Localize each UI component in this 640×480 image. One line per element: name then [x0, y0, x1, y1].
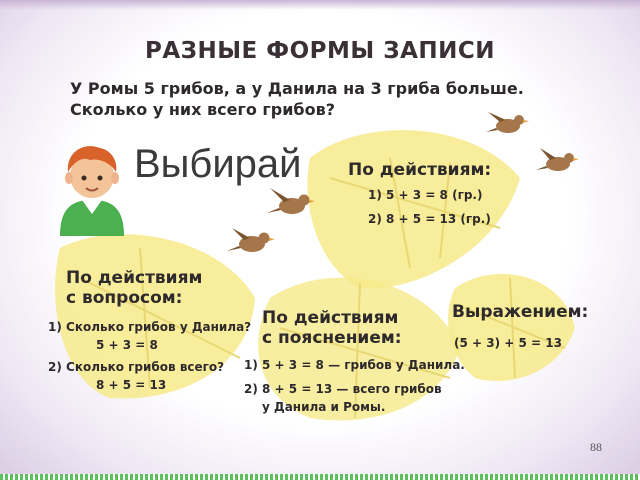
step-expression: 8 + 5 = 13 (гр.): [386, 212, 491, 226]
bottom-border: [0, 474, 640, 480]
boy-illustration: [52, 138, 132, 236]
step-expression: 5 + 3 = 8 — грибов у Данила.: [262, 358, 465, 372]
explanation-step-2: [244, 382, 442, 396]
problem-line-2: Сколько у них всего грибов?: [70, 100, 335, 119]
by-actions-step-2: [368, 212, 491, 226]
by-actions-heading: По действиям:: [348, 160, 492, 180]
expression-heading: Выражением:: [452, 302, 589, 322]
heading-line: с вопросом:: [66, 288, 183, 308]
question-2: 2) Сколько грибов всего?: [48, 360, 225, 374]
bird-icon: [536, 146, 580, 180]
by-actions-step-1: [368, 188, 482, 202]
answer-1: 5 + 3 = 8: [96, 338, 158, 352]
heading-line: По действиям: [262, 308, 399, 328]
step-number: 1): [368, 188, 382, 202]
top-frame: [0, 0, 640, 10]
problem-line-1: У Ромы 5 грибов, а у Данила на 3 гриба больше.: [70, 79, 524, 98]
page-title: РАЗНЫЕ ФОРМЫ ЗАПИСИ: [144, 38, 495, 64]
with-explanation-heading: [262, 308, 402, 348]
bird-icon: [266, 186, 316, 224]
page-number: 88: [590, 440, 602, 454]
expression-value: (5 + 3) + 5 = 13: [454, 336, 562, 350]
step-expression: 5 + 3 = 8 (гр.): [386, 188, 483, 202]
choose-label: Выбирай: [134, 142, 302, 186]
step-expression: 8 + 5 = 13 — всего грибов: [262, 382, 442, 396]
explanation-step-2-continued: у Данила и Ромы.: [262, 400, 386, 414]
with-question-heading: [66, 268, 202, 308]
heading-line: с пояснением:: [262, 328, 402, 348]
question-1: 1) Сколько грибов у Данила?: [48, 320, 252, 334]
step-number: 1): [244, 358, 258, 372]
bird-icon: [226, 224, 276, 262]
step-number: 2): [368, 212, 382, 226]
bird-icon: [486, 108, 530, 142]
answer-2: 8 + 5 = 13: [96, 378, 167, 392]
step-number: 2): [244, 382, 258, 396]
heading-line: По действиям: [66, 268, 203, 288]
explanation-step-1: [244, 358, 465, 372]
